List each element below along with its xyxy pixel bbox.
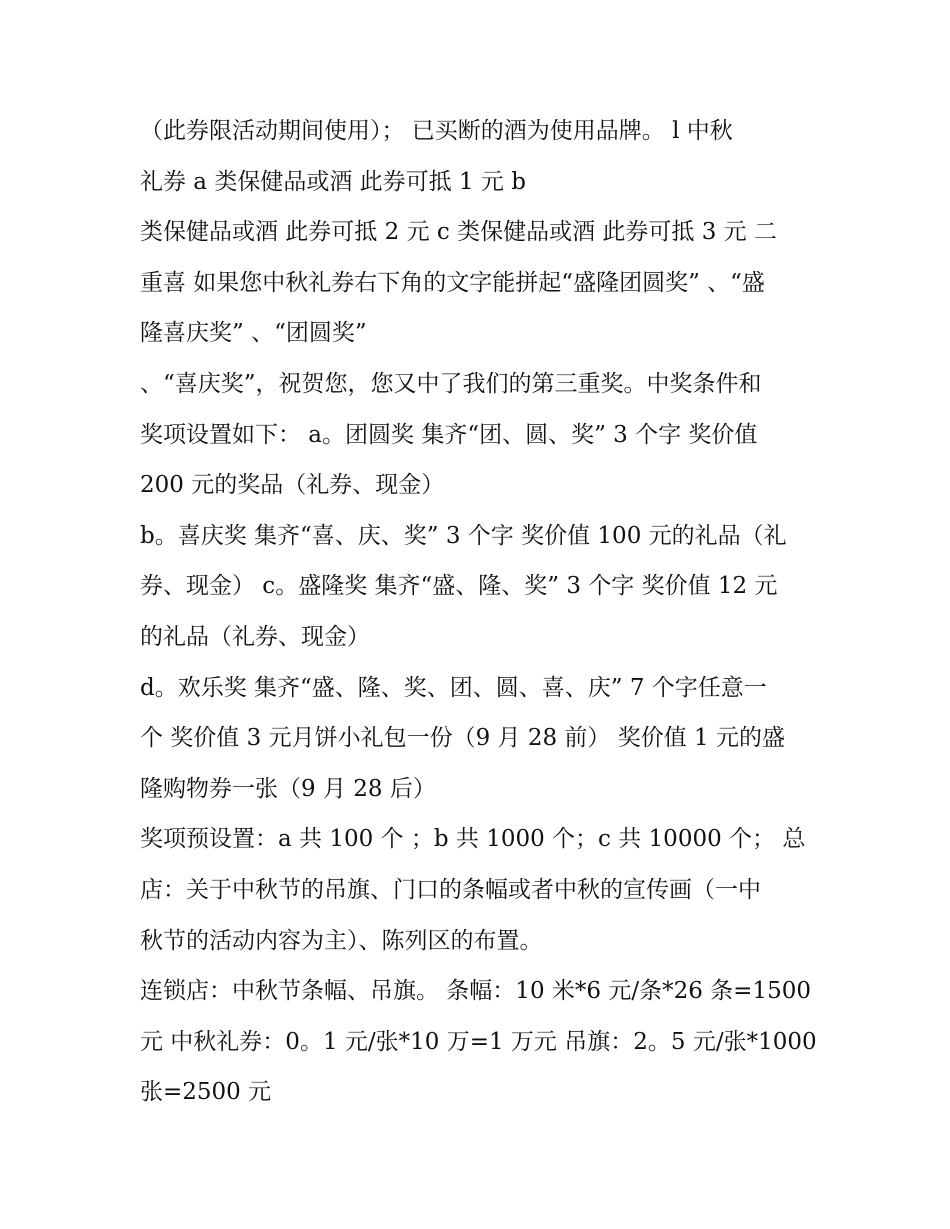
text-line-15: 奖项预设置：a 共 100 个 ；b 共 1000 个；c 共 10000 个； 总 <box>140 826 806 853</box>
text-line-10: 券、现金） c。盛隆奖 集齐“盛、隆、奖” 3 个字 奖价值 12 元 <box>140 573 778 600</box>
text-line-11: 的礼品（礼券、现金） <box>140 623 370 650</box>
text-line-16: 店：关于中秋节的吊旗、门口的条幅或者中秋的宣传画（一中 <box>140 876 761 903</box>
text-line-12: d。欢乐奖 集齐“盛、隆、奖、团、圆、喜、庆” 7 个字任意一 <box>140 674 767 701</box>
text-line-18: 连锁店：中秋节条幅、吊旗。 条幅：10 米*6 元/条*26 条=1500 <box>140 978 811 1005</box>
text-line-9: b。喜庆奖 集齐“喜、庆、奖” 3 个字 奖价值 100 元的礼品（礼 <box>140 522 787 549</box>
text-line-6: 、“喜庆奖”，祝贺您，您又中了我们的第三重奖。中奖条件和 <box>140 370 762 397</box>
text-line-2: 礼券 a 类保健品或酒 此券可抵 1 元 b <box>140 168 526 195</box>
text-line-20: 张=2500 元 <box>140 1079 272 1106</box>
text-line-5: 隆喜庆奖” 、“团圆奖” <box>140 320 367 347</box>
text-line-8: 200 元的奖品（礼券、现金） <box>140 472 445 499</box>
text-line-4: 重喜 如果您中秋礼券右下角的文字能拼起“盛隆团圆奖” 、“盛 <box>140 269 765 296</box>
document-body <box>140 106 820 1118</box>
text-line-1: （此券限活动期间使用）； 已买断的酒为使用品牌。 l 中秋 <box>140 118 733 144</box>
text-line-14: 隆购物券一张（9 月 28 后） <box>140 775 436 802</box>
text-line-19: 元 中秋礼券：0。1 元/张*10 万=1 万元 吊旗：2。5 元/张*1000 <box>140 1028 817 1055</box>
text-line-3: 类保健品或酒 此券可抵 2 元 c 类保健品或酒 此券可抵 3 元 二 <box>140 219 777 246</box>
text-line-7: 奖项设置如下： a。团圆奖 集齐“团、圆、奖” 3 个字 奖价值 <box>140 421 758 448</box>
text-line-13: 个 奖价值 3 元月饼小礼包一份（9 月 28 前） 奖价值 1 元的盛 <box>140 725 785 752</box>
text-line-17: 秋节的活动内容为主）、陈列区的布置。 <box>140 927 543 954</box>
